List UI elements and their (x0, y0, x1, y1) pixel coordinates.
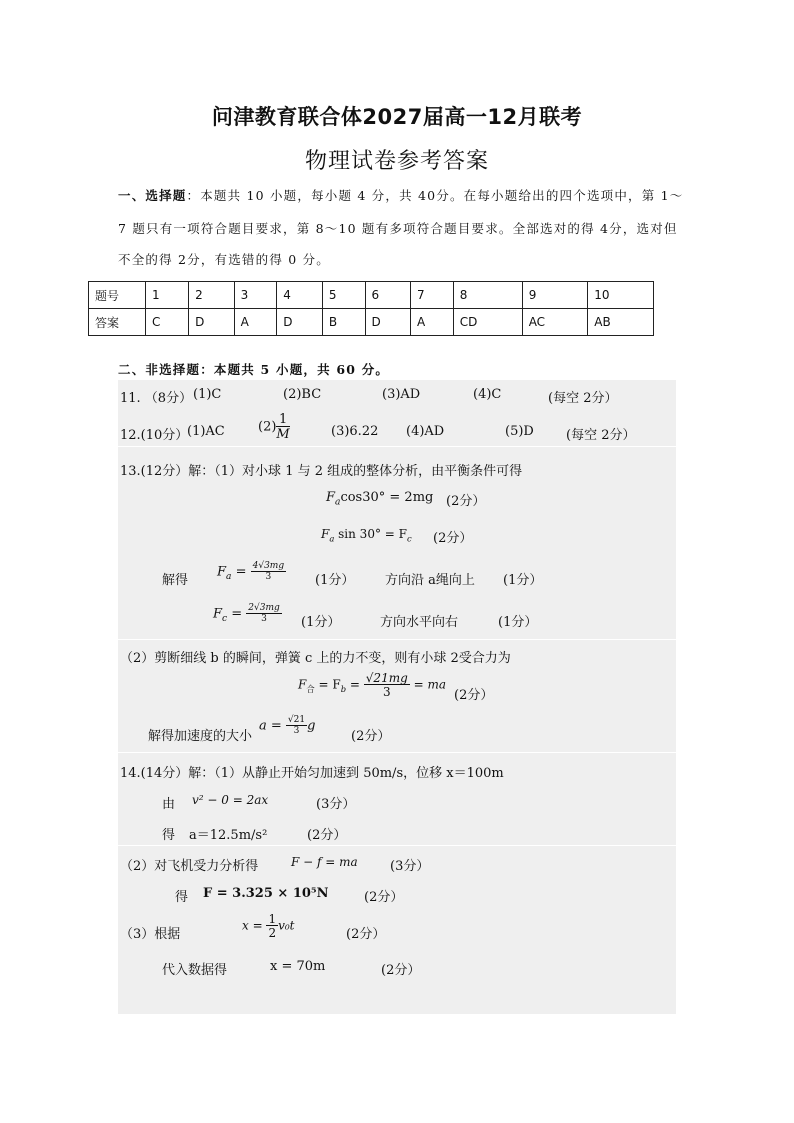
table-cell: D (277, 309, 323, 336)
table-cell: 3 (234, 282, 277, 309)
q12-answer-1: (1)AC (187, 424, 225, 439)
section1-line3: 不全的得 2分，有选错的得 0 分。 (118, 252, 330, 267)
q14-line3-label: （2）对飞机受力分析得 (120, 859, 259, 874)
q13-intro: 13.(12分）解：（1）对小球 1 与 2 组成的整体分析，由平衡条件可得 (120, 464, 523, 479)
q14-line4-equation: F = 3.325 × 10⁵N (203, 886, 329, 901)
table-cell: 9 (522, 282, 588, 309)
table-cell: 5 (322, 282, 365, 309)
table-cell: 6 (365, 282, 411, 309)
section1-line1: 一、选择题：本题共 10 小题，每小题 4 分，共 40分。在每小题给出的四个选项中，第 1～ (118, 188, 684, 203)
q14-line5-equation: x = $\frac{1}{2}$ v₀t (242, 912, 295, 940)
q13-fa-direction: 方向沿 a绳向上 (385, 573, 475, 588)
q14-line3-score: (3分） (390, 859, 430, 874)
q14-line6-label: 代入数据得 (162, 963, 228, 978)
fraction: $\frac{√21}{3}$ (287, 715, 306, 736)
table-cell: CD (453, 309, 522, 336)
table-cell: D (365, 309, 411, 336)
q13-equation-1: $F_a\cos 30^\circ = 2mg$ (326, 490, 434, 508)
q13-solve-label: 解得 (162, 573, 189, 588)
q13-fc-equation: $F_c$ = $\frac{2√3mg}{3}$ (213, 603, 280, 625)
q13-fa-direction-score: (1分） (503, 573, 543, 588)
q11-answer-1: (1)C (193, 387, 222, 402)
q14-line6-score: (2分） (381, 963, 421, 978)
section1-heading: 一、选择题 (118, 188, 187, 203)
q13-part2-equation: $F_合 = F_b$ = $\frac{√21mg}{3}$ = ma (298, 671, 446, 699)
q13-acceleration-equation: a = $\frac{√21}{3}$ g (259, 715, 316, 736)
q11-answer-2: (2)BC (283, 387, 322, 402)
table-cell: 4 (277, 282, 323, 309)
q13-equation-2: $F_a$ $\sin 30^\circ = F_c$ (321, 527, 412, 544)
q12-answer-4: (4)AD (406, 424, 445, 439)
q13-fc-direction-score: (1分） (498, 615, 538, 630)
fraction: $\frac{2√3mg}{3}$ (248, 603, 280, 624)
q11-answer-4: (4)C (473, 387, 502, 402)
q14-line2-label: 得 (162, 828, 176, 843)
page-title: 问津教育联合体2027届高一12月联考 (211, 105, 583, 129)
fraction: $\frac{√21mg}{3}$ (365, 671, 408, 699)
q11-note: (每空 2分） (548, 391, 618, 406)
q13-fa-equation: $F_a$ = $\frac{4√3mg}{3}$ (217, 561, 285, 583)
table-header-cell: 答案 (89, 309, 146, 336)
q12-label: 12.(10分） (120, 428, 189, 443)
row-divider (118, 845, 676, 846)
q13-fc-direction: 方向水平向右 (380, 615, 459, 630)
q14-line4-label: 得 (175, 890, 189, 905)
section1-line2: 7 题只有一项符合题目要求，第 8～10 题有多项符合题目要求。全部选对的得 4分，选对但 (118, 221, 678, 236)
q11-label: 11. （8分） (120, 391, 193, 406)
table-cell: 10 (588, 282, 654, 309)
q14-intro: 14.(14分）解：（1）从静止开始匀加速到 50m/s，位移 x＝100m (120, 766, 504, 781)
q14-line5-label: （3）根据 (120, 927, 181, 942)
table-cell: AC (522, 309, 588, 336)
table-cell: A (234, 309, 277, 336)
table-cell: AB (588, 309, 654, 336)
table-cell: 7 (411, 282, 454, 309)
table-cell: D (189, 309, 235, 336)
q14-line1-equation: v² − 0 = 2ax (192, 793, 269, 807)
q13-equation-2-score: (2分） (433, 531, 473, 546)
q12-answer-5: (5)D (505, 424, 534, 439)
fraction: $\frac{4√3mg}{3}$ (252, 561, 285, 582)
q14-line6-equation: x = 70m (270, 959, 326, 974)
q14-line3-equation: F − f = ma (291, 855, 358, 869)
table-cell: B (322, 309, 365, 336)
answer-table (88, 281, 654, 336)
table-cell: 1 (146, 282, 189, 309)
row-divider (118, 752, 676, 753)
q13-acceleration-label: 解得加速度的大小 (148, 729, 253, 744)
table-cell: 2 (189, 282, 235, 309)
table-cell: A (411, 309, 454, 336)
q13-acceleration-score: (2分） (351, 729, 391, 744)
section2-heading: 二、非选择题：本题共 5 小题，共 60 分。 (118, 362, 390, 377)
q13-part2-score: (2分） (454, 688, 494, 703)
table-cell: C (146, 309, 189, 336)
q14-line5-score: (2分） (346, 927, 386, 942)
q14-line2-score: (2分） (307, 828, 347, 843)
table-cell: 8 (453, 282, 522, 309)
q11-answer-3: (3)AD (382, 387, 421, 402)
q14-line4-score: (2分） (364, 890, 404, 905)
q14-line1-label: 由 (162, 797, 176, 812)
row-divider (118, 446, 676, 447)
q13-equation-1-score: (2分） (446, 494, 486, 509)
table-row-numbers (89, 282, 654, 309)
q14-line2-equation: a＝12.5m/s² (189, 828, 268, 843)
q13-fa-score: (1分） (315, 573, 355, 588)
q13-fc-score: (1分） (301, 615, 341, 630)
q14-line1-score: (3分） (316, 797, 356, 812)
q12-answer-3: (3)6.22 (331, 424, 379, 439)
row-divider (118, 639, 676, 640)
table-row-answers (89, 309, 654, 336)
q13-part2-intro: （2）剪断细线 b 的瞬间，弹簧 c 上的力不变，则有小球 2受合力为 (120, 651, 511, 666)
q12-answer-2: (2) $\frac{1}{M}$ (258, 412, 290, 442)
page-subtitle: 物理试卷参考答案 (304, 149, 489, 174)
table-header-cell: 题号 (89, 282, 146, 309)
q12-note: (每空 2分） (566, 428, 636, 443)
fraction: $\frac{1}{M}$ (276, 412, 290, 442)
fraction: $\frac{1}{2}$ (268, 912, 277, 940)
